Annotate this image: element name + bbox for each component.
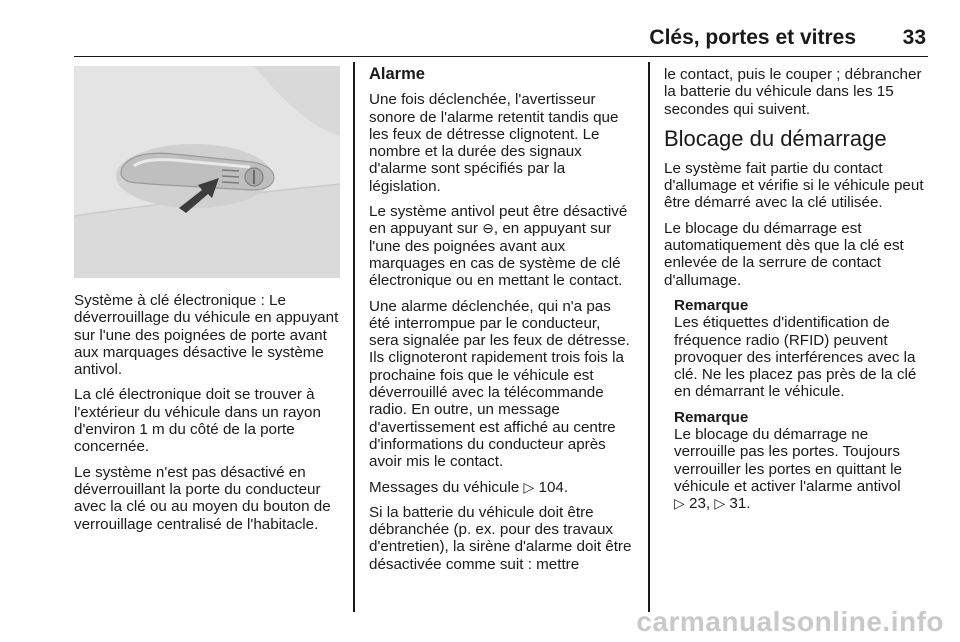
watermark: carmanualsonline.info (636, 606, 944, 637)
arrow-ref-icon: ▷ (714, 495, 726, 512)
alarm-paragraph-5: Si la batterie du véhicule doit être débranchée (p. ex. pour des travaux d'entretien), la sirène d'alarme doit être désactivée comme suit : mettre (369, 503, 632, 573)
note-block-2 (664, 409, 930, 513)
column-3 (664, 66, 930, 521)
note-text-2-body: Le blocage du démarrage ne verrouille pas les portes. Toujours verrouiller les portes en quittant le véhicule et activer l'alarme antivol (674, 426, 902, 495)
column-divider-2 (648, 62, 650, 612)
note-title-2: Remarque (674, 408, 749, 426)
col1-paragraph-2: La clé électronique doit se trouver à l'extérieur du véhicule dans un rayon d'environ 1 m du côté de la porte concernée. (74, 386, 321, 456)
immobilizer-heading: Blocage du démarrage (664, 125, 887, 151)
note-block-1 (664, 297, 930, 401)
vehicle-messages-text: Messages du véhicule (369, 478, 524, 496)
alarm-paragraph-1: Une fois déclenchée, l'avertisseur sonore de l'alarme retentit tandis que les feux de détresse clignotent. Le nombre et la durée des signaux d'alarme sont spécifiés par la législation. (369, 91, 619, 195)
col3-paragraph-0: le contact, puis le couper ; débrancher la batterie du véhicule dans les 15 secondes qui suivent. (664, 66, 922, 118)
chapter-title: Clés, portes et vitres (649, 26, 856, 49)
column-2 (369, 66, 633, 581)
alarm-p2-after: , en appuyant sur l'une des poignées avant aux marquages en cas de système de clé électronique ou en mettant le contact. (369, 220, 623, 290)
col1-paragraph-3: Le système n'est pas désactivé en déverrouillant la porte du conducteur avec la clé ou au moyen du bouton de verrouillage centralisé de l'habitacle. (74, 463, 331, 533)
alarm-heading: Alarme (369, 65, 425, 83)
page-number: 33 (902, 26, 926, 49)
vehicle-messages-ref (369, 479, 633, 496)
door-handle-illustration (74, 66, 340, 278)
column-1 (74, 292, 342, 541)
figure-caption: Système à clé électronique : Le déverrouillage du véhicule en appuyant sur l'une des poignées de porte avant aux marquages désactive le système antivol. (74, 292, 339, 379)
alarm-p2-before: Le système antivol peut être désactivé en appuyant sur (369, 203, 628, 238)
door-handle-photo (74, 66, 340, 278)
column-divider-1 (353, 62, 355, 612)
arrow-ref-icon: ▷ (523, 478, 535, 495)
note-title-1: Remarque (674, 296, 749, 314)
page-ref-23[interactable]: 23, (689, 495, 711, 513)
alarm-paragraph-2 (369, 203, 633, 289)
arrow-ref-icon: ▷ (674, 495, 685, 512)
note-text-2 (674, 426, 930, 512)
immobilizer-paragraph-2: Le blocage du démarrage est automatiquement dès que la clé est enlevée de la serrure de contact d'allumage. (664, 219, 904, 289)
page-header (74, 18, 928, 57)
immobilizer-paragraph-1: Le système fait partie du contact d'allumage et vérifie si le véhicule peut être démarré avec la clé utilisée. (664, 159, 924, 212)
lock-symbol-icon: ⊖ (482, 220, 494, 237)
vehicle-messages-page[interactable]: 104. (538, 478, 569, 496)
note-text-1: Les étiquettes d'identification de fréquence radio (RFID) peuvent provoquer des interférences avec la clé. Ne les placez pas près de la clé en démarrant le véhicule. (674, 314, 917, 401)
page-ref-31[interactable]: 31. (729, 495, 751, 513)
alarm-paragraph-3: Une alarme déclenchée, qui n'a pas été interrompue par le conducteur, sera signalée par les feux de détresse. Ils clignoteront rapidement trois fois la prochaine fois que le véhicule est déverrouillé avec la télécommande radio. En outre, un message d'avertissement est affiché au centre d'informations du conducteur après avoir mis le contact. (369, 297, 630, 471)
